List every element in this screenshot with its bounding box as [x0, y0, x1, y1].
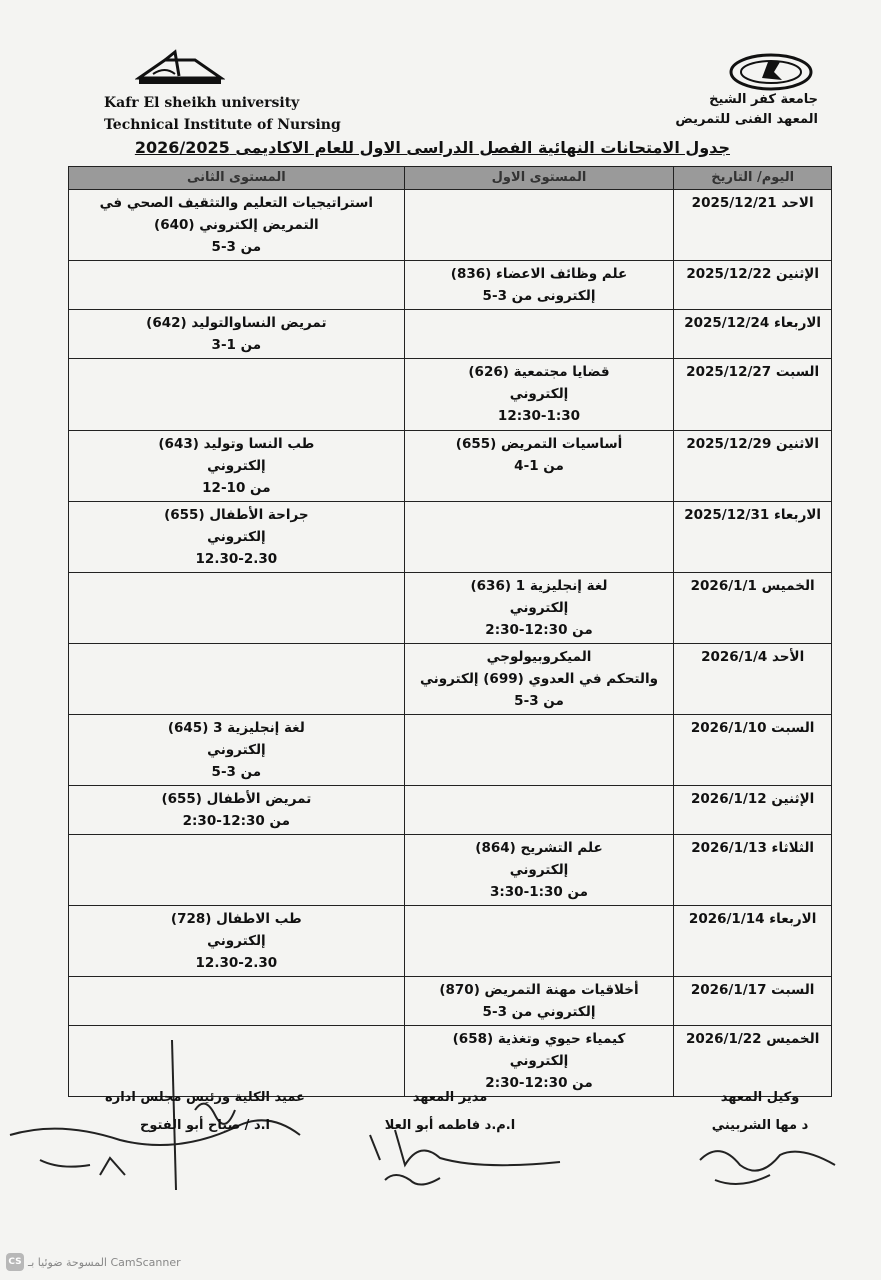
university-name-ar-line1: جامعة كفر الشيخ [709, 92, 818, 107]
day-cell: الثلاثاء 2026/1/13 [674, 835, 832, 906]
table-header-row [69, 167, 832, 190]
university-name-en [104, 92, 341, 136]
day-cell: السبت 2025/12/27 [674, 359, 832, 431]
camscanner-text: المسوحة ضوئيا بـ CamScanner [28, 1255, 181, 1269]
level1-cell: لغة إنجليزية 1 (636) إلكتروني من 12:30-2:30 [404, 573, 674, 644]
level1-cell [404, 715, 674, 786]
dean-title: عميد الكلية ورئيس مجلس اداره [105, 1090, 305, 1105]
table-row [69, 502, 832, 573]
director-signature-block [350, 1084, 550, 1140]
university-name-ar [675, 90, 818, 130]
day-cell: السبت 2026/1/10 [674, 715, 832, 786]
level1-cell: أساسيات التمريض (655) من 1-4 [404, 431, 674, 502]
director-title: مدير المعهد [412, 1090, 488, 1105]
table-row [69, 190, 832, 261]
level1-cell: علم التشريح (864) إلكتروني من 1:30-3:30 [404, 835, 674, 906]
header-level-2: المستوى الثانى [69, 167, 405, 190]
camscanner-watermark [6, 1252, 181, 1272]
dean-signature-block [95, 1084, 315, 1140]
header-level-1: المستوى الاول [404, 167, 674, 190]
level2-cell: تمريض النساوالتوليد (642) من 1-3 [69, 310, 405, 359]
level2-cell [69, 644, 405, 715]
camscanner-icon: CS [6, 1253, 24, 1271]
day-cell: السبت 2026/1/17 [674, 977, 832, 1026]
university-name-en-line2: Technical Institute of Nursing [104, 117, 341, 133]
day-cell: الاربعاء 2026/1/14 [674, 906, 832, 977]
level2-cell: طب النسا وتوليد (643) إلكتروني من 10-12 [69, 431, 405, 502]
day-cell: الخميس 2026/1/22 [674, 1026, 832, 1097]
table-row [69, 644, 832, 715]
table-row [69, 786, 832, 835]
level2-cell [69, 835, 405, 906]
day-cell: الاثنين 2025/12/29 [674, 431, 832, 502]
day-cell: الإثنين 2026/1/12 [674, 786, 832, 835]
institute-logo-icon [135, 48, 225, 88]
table-row [69, 906, 832, 977]
vice-title: وكيل المعهد [720, 1090, 800, 1105]
table-row [69, 261, 832, 310]
table-row [69, 310, 832, 359]
table-row [69, 359, 832, 431]
day-cell: الاحد 2025/12/21 [674, 190, 832, 261]
page-title: جدول الامتحانات النهائية الفصل الدراسى الاول للعام الاكاديمى 2026/2025 [134, 138, 730, 157]
level2-cell [69, 261, 405, 310]
level2-cell: طب الاطفال (728) إلكتروني 12.30-2.30 [69, 906, 405, 977]
table-row [69, 715, 832, 786]
level2-cell: استراتيجيات التعليم والتثقيف الصحي في التمريض إلكتروني (640) من 3-5 [69, 190, 405, 261]
table-row [69, 835, 832, 906]
level1-cell: علم وظائف الاعضاء (836) إلكترونى من 3-5 [404, 261, 674, 310]
university-logo-icon [728, 52, 814, 92]
day-cell: الاربعاء 2025/12/24 [674, 310, 832, 359]
level2-cell [69, 977, 405, 1026]
table-row [69, 431, 832, 502]
level1-cell: قضايا مجتمعية (626) إلكتروني 12:30-1:30 [404, 359, 674, 431]
table-row [69, 977, 832, 1026]
vice-name: د مها الشربيني [711, 1118, 809, 1133]
level1-cell [404, 906, 674, 977]
day-cell: الإثنين 2025/12/22 [674, 261, 832, 310]
exam-schedule-table [68, 166, 832, 1097]
level1-cell [404, 190, 674, 261]
level2-cell: تمريض الأطفال (655) من 12:30-2:30 [69, 786, 405, 835]
level2-cell [69, 573, 405, 644]
day-cell: الخميس 2026/1/1 [674, 573, 832, 644]
vice-director-signature-block [690, 1084, 830, 1140]
university-name-en-line1: Kafr El sheikh university [104, 95, 300, 111]
level1-cell [404, 310, 674, 359]
level2-cell [69, 359, 405, 431]
dean-name: ا.د / صباح أبو الفتوح [139, 1118, 271, 1133]
day-cell: الاربعاء 2025/12/31 [674, 502, 832, 573]
table-row [69, 573, 832, 644]
university-name-ar-line2: المعهد الفنى للتمريض [675, 112, 818, 127]
level1-cell: أخلاقيات مهنة التمريض (870) إلكتروني من 3-5 [404, 977, 674, 1026]
level2-cell: جراحة الأطفال (655) إلكتروني 12.30-2.30 [69, 502, 405, 573]
level1-cell: كيمياء حيوي وتغذية (658) إلكتروني من 12:30-2:30 [404, 1026, 674, 1097]
level1-cell [404, 502, 674, 573]
director-name: ا.م.د فاطمه أبو العلا [384, 1118, 516, 1133]
level1-cell: الميكروبيولوجي والتحكم في العدوي (699) إلكتروني من 3-5 [404, 644, 674, 715]
level2-cell: لغة إنجليزية 3 (645) إلكتروني من 3-5 [69, 715, 405, 786]
level1-cell [404, 786, 674, 835]
day-cell: الأحد 2026/1/4 [674, 644, 832, 715]
header-day-date: اليوم/ التاريخ [674, 167, 832, 190]
